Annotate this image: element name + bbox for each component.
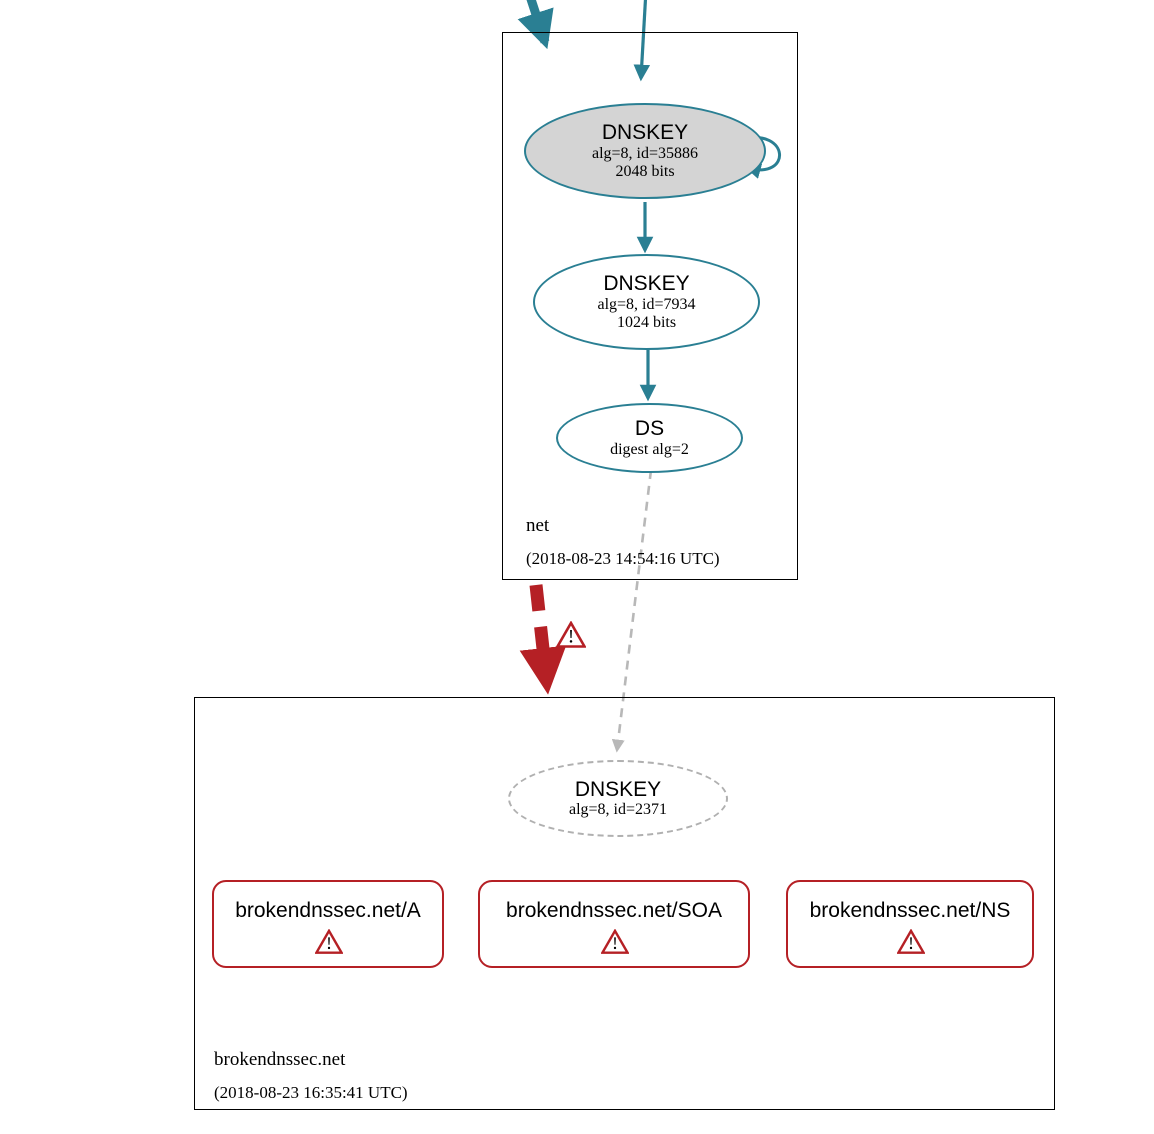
- zone-timestamp-net: (2018-08-23 14:54:16 UTC): [526, 549, 720, 568]
- rrset-brokendnssec-net-a[interactable]: [212, 880, 444, 968]
- node-title: DNSKEY: [603, 272, 690, 296]
- zone-label-net: net: [526, 515, 550, 536]
- node-detail-digest-alg: digest alg=2: [610, 440, 689, 458]
- rrset-label: brokendnssec.net/NS: [809, 899, 1011, 922]
- node-detail-alg-id: alg=8, id=35886: [591, 144, 699, 162]
- rrset-warning-icon[interactable]: [315, 929, 341, 953]
- node-detail-keysize: 1024 bits: [616, 313, 677, 331]
- node-title: DS: [634, 417, 665, 441]
- node-detail-alg-id: alg=8, id=7934: [597, 295, 696, 313]
- delegation-warning-icon[interactable]: [556, 621, 586, 649]
- rrset-brokendnssec-net-soa[interactable]: [478, 880, 750, 968]
- node-dnskey-net-zsk[interactable]: [533, 254, 760, 350]
- edge-bogus-delegation: [536, 585, 546, 676]
- node-dnskey-net-ksk[interactable]: [524, 103, 766, 199]
- node-detail-alg-id: alg=8, id=2371: [568, 801, 668, 819]
- rrset-warning-icon[interactable]: [897, 929, 923, 953]
- zone-label-brokendnssec-net: brokendnssec.net: [214, 1049, 346, 1070]
- zone-timestamp-brokendnssec-net: (2018-08-23 16:35:41 UTC): [214, 1083, 408, 1102]
- rrset-brokendnssec-net-ns[interactable]: [786, 880, 1034, 968]
- node-ds-net[interactable]: [556, 403, 743, 473]
- rrset-label: brokendnssec.net/SOA: [506, 899, 722, 922]
- node-dnskey-brokendnssec-net[interactable]: [508, 760, 728, 837]
- node-detail-keysize: 2048 bits: [615, 162, 675, 180]
- rrset-warning-icon[interactable]: [601, 929, 627, 953]
- node-title: DNSKEY: [601, 121, 689, 145]
- rrset-label: brokendnssec.net/A: [235, 899, 421, 922]
- node-title: DNSKEY: [574, 777, 662, 801]
